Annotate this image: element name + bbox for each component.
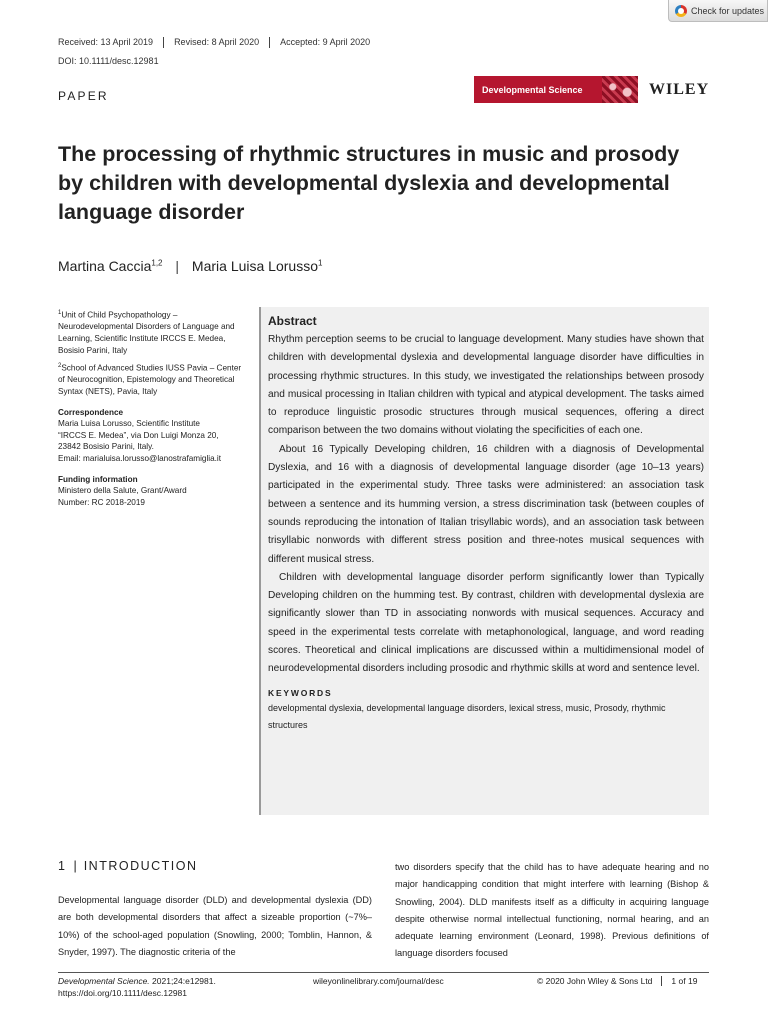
keywords-heading: KEYWORDS	[268, 687, 333, 698]
author-name: Maria Luisa Lorusso	[191, 258, 318, 274]
revised-date: Revised: 8 April 2020	[163, 37, 269, 48]
correspondence-details: Maria Luisa Lorusso, Scientific Institute “IRCCS E. Medea”, via Don Luigi Monza 20, 23842 Bosisio Parini, Italy. Email: marialuisa.lorusso@lanostrafamiglia.it	[58, 419, 222, 463]
footer-citation	[58, 976, 216, 999]
section-separator: |	[73, 859, 77, 873]
keywords-list: developmental dyslexia, developmental language disorders, lexical stress, music, Prosody, rhythmic structures	[268, 702, 666, 730]
abstract-paragraph: Rhythm perception seems to be crucial to language development. Many studies have shown that children with developmental dyslexia and developmental language disorder have difficulties in processing rhythmic structures. In this study, we investigated the relationships between prosody and musical processing in Italian children with typical and atypical development. The tasks aimed to reproduce linguistic prosodic structures through musical sequences, offering a direct comparison between the two domains without violating the specificities of each one.	[268, 334, 704, 437]
section-number: 1	[58, 859, 67, 873]
abstract-heading: Abstract	[268, 314, 317, 328]
footer-right	[537, 976, 697, 986]
citation-doi-link[interactable]: https://doi.org/10.1111/desc.12981	[58, 987, 188, 998]
citation-volume: 2021;24:e12981.	[149, 976, 216, 986]
citation-journal: Developmental Science.	[58, 976, 150, 986]
funding-details: Ministero della Salute, Grant/Award Number: RC 2018-2019	[58, 486, 187, 507]
crossmark-icon	[675, 5, 687, 17]
abstract-paragraph: About 16 Typically Developing children, 16 children with a diagnosis of Developmental Dyslexia, and 16 with a diagnosis of developmental language disorder (age 10–13 years) participated in the experimental study. Three tasks were administered: an association task between a sentence and its humming version, a stress discrimination task (between couples of sounds reproducing the intonation of Italian trisyllabic words), and an association task between trisyllabic nonwords with different stress position and three-notes musical sequences with different musical stress.	[268, 443, 704, 565]
section-title: INTRODUCTION	[83, 859, 198, 873]
journal-logo	[474, 76, 638, 103]
publisher-logo: WILEY	[649, 81, 710, 98]
check-for-updates-button[interactable]	[668, 0, 768, 22]
check-for-updates-label: Check for updates	[691, 5, 765, 16]
footer-divider	[58, 972, 709, 973]
doi-line: DOI: 10.1111/desc.12981	[58, 56, 159, 66]
affiliations-sidebar	[58, 308, 246, 513]
article-title: The processing of rhythmic structures in music and prosody by children with developmental dyslexia and developmental language disorder	[58, 142, 680, 224]
page-number: 1 of 19	[661, 976, 697, 986]
article-dates	[58, 37, 380, 48]
body-text-column-1: Developmental language disorder (DLD) and developmental dyslexia (DD) are both developmental disorders that affect a sizeable proportion (~7%–10%) of the school-aged population (Snowling, 2000; Tomblin, Hannon, & Snyder, 1997). The diagnostic criteria of the	[58, 895, 372, 957]
body-text-column-2: two disorders specify that the child has to have adequate hearing and no major handicapping condition that might interfere with learning (Bishop & Snowling, 2004). DLD manifests itself as a difficulty in acquiring language despite otherwise normal intellectual functioning, normal hearing, and an adequate learning environment (Leonard, 1998). Previous definitions of language disorders focused	[395, 862, 709, 959]
correspondence-heading: Correspondence	[58, 407, 124, 417]
accepted-date: Accepted: 9 April 2020	[269, 37, 380, 48]
section-label: PAPER	[58, 89, 109, 103]
abstract-paragraph: Children with developmental language disorder perform significantly lower than Typically Developing children on the humming test. By contrast, children with developmental dyslexia are significantly slower than TD in associating nonwords with musical sequences. Accuracy and speed in the experimental tests correlate with metaphonological, language, and word reading scores. Theoretical and clinical implications are discussed within a multidimensional model of neurodevelopmental disorders including prosodic and rhythmic skills at word and sentence level.	[268, 571, 704, 675]
author-name: Martina Caccia	[58, 258, 152, 274]
correspondence-email[interactable]: Email: marialuisa.lorusso@lanostrafamiglia.it	[58, 454, 222, 463]
author-separator: |	[175, 258, 180, 274]
received-date: Received: 13 April 2019	[58, 37, 154, 47]
section-heading	[58, 859, 198, 873]
journal-cover-art	[602, 76, 638, 103]
author-affiliation-marker: 1	[317, 258, 323, 268]
affiliation: $^1$Unit of Child Psychopathology – Neurodevelopmental Disorders of Language and Learning, Scientific Institute IRCCS E. Medea, Bosisio Parini, Italy	[58, 310, 235, 355]
journal-name: Developmental Science	[482, 84, 583, 95]
author-affiliation-marker: 1,2	[151, 258, 163, 268]
journal-site-link[interactable]: wileyonlinelibrary.com/journal/desc	[313, 976, 444, 986]
funding-heading: Funding information	[58, 474, 138, 484]
author-list	[58, 258, 322, 274]
copyright: © 2020 John Wiley & Sons Ltd	[537, 976, 653, 986]
abstract-box	[259, 307, 709, 815]
affiliation: $^2$School of Advanced Studies IUSS Pavia – Center of Neurocognition, Epistemology and Theoretical Syntax (NETS), Pavia, Italy	[58, 363, 242, 397]
